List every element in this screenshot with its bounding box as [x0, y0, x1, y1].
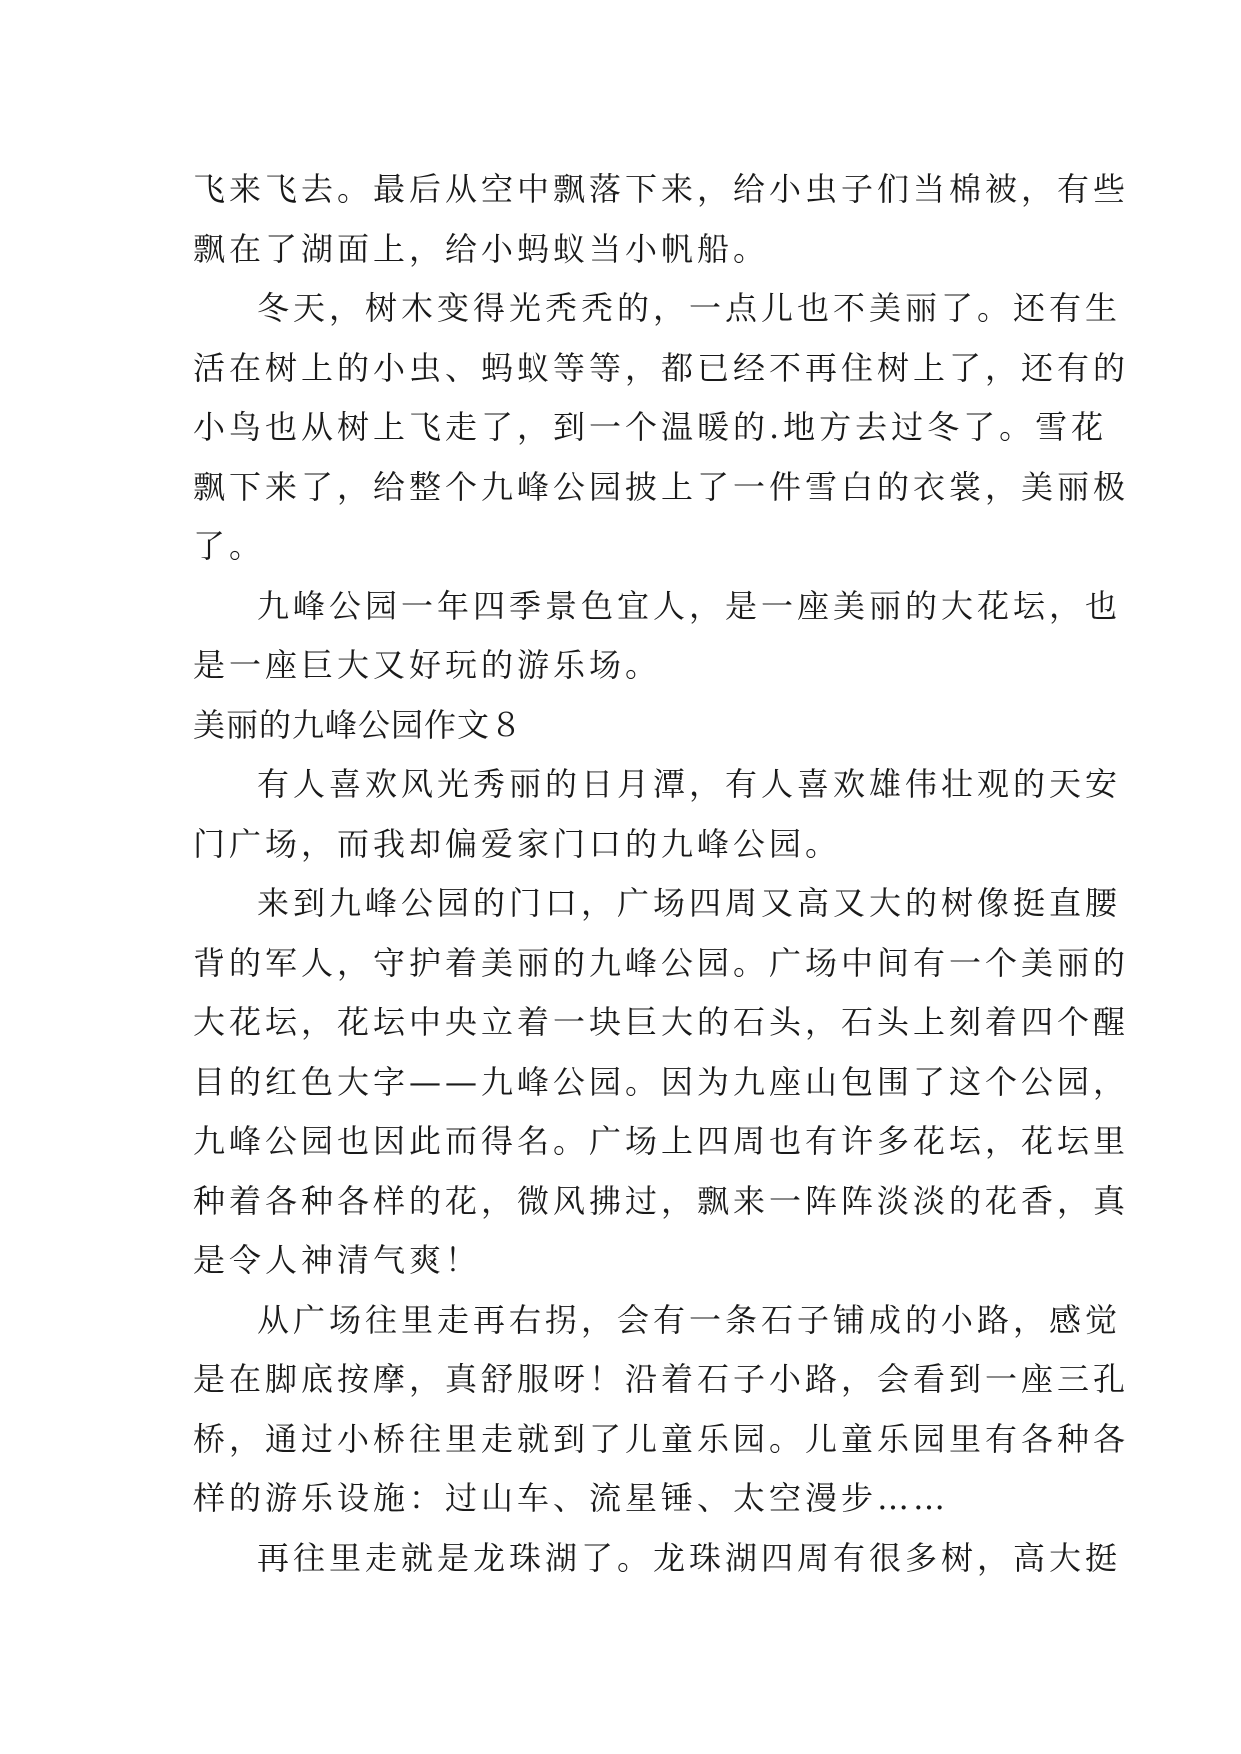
- text-line: 是令人神清气爽！: [193, 1241, 482, 1279]
- text-line: 活在树上的小虫、蚂蚁等等，都已经不再住树上了，还有的: [193, 348, 1130, 387]
- text-line: 门广场，而我却偏爱家门口的九峰公园。: [193, 824, 842, 863]
- essay-body: [193, 160, 1130, 1588]
- text-line: 桥，通过小桥往里走就到了儿童乐园。儿童乐园里有各种各: [193, 1419, 1130, 1458]
- text-line: 种着各种各样的花，微风拂过，飘来一阵阵淡淡的花香，真: [193, 1181, 1130, 1220]
- text-line: 飘在了湖面上，给小蚂蚁当小帆船。: [193, 229, 770, 268]
- paragraph-start-line: 再往里走就是龙珠湖了。龙珠湖四周有很多树，高大挺: [257, 1538, 1122, 1577]
- paragraph-start-line: 有人喜欢风光秀丽的日月潭，有人喜欢雄伟壮观的天安: [257, 765, 1122, 803]
- text-line: 小鸟也从树上飞走了，到一个温暖的.地方去过冬了。雪花: [193, 408, 1108, 446]
- text-line: 飞来飞去。最后从空中飘落下来，给小虫子们当棉被，有些: [193, 170, 1130, 208]
- text-line: 样的游乐设施：过山车、流星锤、太空漫步……: [193, 1479, 950, 1517]
- text-line: 了。: [193, 527, 266, 565]
- text-line: 背的军人，守护着美丽的九峰公园。广场中间有一个美丽的: [193, 943, 1130, 982]
- text-line: 大花坛，花坛中央立着一块巨大的石头，石头上刻着四个醒: [193, 1003, 1130, 1041]
- text-line: 是在脚底按摩，真舒服呀！沿着石子小路，会看到一座三孔: [193, 1360, 1130, 1398]
- paragraph-start-line: 九峰公园一年四季景色宜人，是一座美丽的大花坛，也: [257, 586, 1122, 625]
- paragraph-start-line: 来到九峰公园的门口，广场四周又高又大的树像挺直腰: [257, 884, 1122, 922]
- paragraph-start-line: 从广场往里走再右拐，会有一条石子铺成的小路，感觉: [257, 1300, 1122, 1339]
- text-line: 目的红色大字——九峰公园。因为九座山包围了这个公园，: [193, 1062, 1130, 1101]
- text-line: 飘下来了，给整个九峰公园披上了一件雪白的衣裳，美丽极: [193, 467, 1130, 506]
- text-line: 是一座巨大又好玩的游乐场。: [193, 646, 662, 684]
- section-heading: 美丽的九峰公园作文８: [193, 705, 524, 744]
- paragraph-start-line: 冬天，树木变得光秃秃的，一点儿也不美丽了。还有生: [257, 289, 1122, 327]
- text-line: 九峰公园也因此而得名。广场上四周也有许多花坛，花坛里: [193, 1122, 1130, 1160]
